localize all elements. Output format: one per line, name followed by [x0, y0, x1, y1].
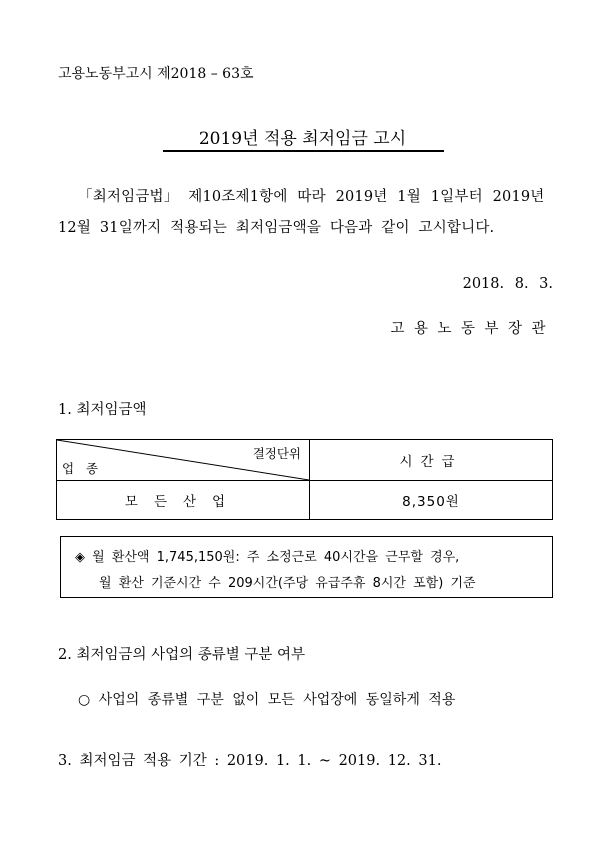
- page-title: 2019년 적용 최저임금 고시: [198, 129, 407, 149]
- hourly-wage-header: 시간급: [310, 440, 553, 481]
- industry-label: 업 종: [62, 461, 103, 476]
- intro-line-1: 「최저임금법」 제10조제1항에 따라 2019년 1월 1일부터 2019년: [78, 189, 545, 205]
- wage-cell: 8,350원: [310, 481, 553, 520]
- note-line-2: 월 환산 기준시간 수 209시간(주당 유급주휴 8시간 포함) 기준: [99, 576, 476, 591]
- table-row: [57, 481, 553, 520]
- title-underline: [163, 150, 444, 152]
- table-header-row: [57, 440, 553, 481]
- monthly-conversion-note: [60, 536, 553, 598]
- minimum-wage-table: [56, 439, 553, 520]
- decision-unit-label: 결정단위: [252, 446, 301, 461]
- section-2-bullet: ○ 사업의 종류별 구분 없이 모든 사업장에 동일하게 적용: [78, 692, 456, 708]
- section-2-heading: 2. 최저임금의 사업의 종류별 구분 여부: [58, 647, 305, 663]
- intro-line-2: 12월 31일까지 적용되는 최저임금액을 다음과 같이 고시합니다.: [58, 220, 495, 236]
- notice-date: 2018. 8. 3.: [462, 276, 553, 292]
- header-diagonal-cell: [57, 440, 310, 481]
- issuer-name: 고용노동부장관: [390, 321, 555, 337]
- notice-number: 고용노동부고시 제2018 – 63호: [58, 66, 254, 82]
- industry-cell: 모든산업: [57, 481, 310, 520]
- section-3-heading: 3. 최저임금 적용 기간 : 2019. 1. 1. ~ 2019. 12. 31.: [58, 753, 442, 769]
- note-line-1: ◈ 월 환산액 1,745,150원: 주 소정근로 40시간을 근무할 경우,: [75, 550, 460, 565]
- section-1-heading: 1. 최저임금액: [58, 402, 147, 418]
